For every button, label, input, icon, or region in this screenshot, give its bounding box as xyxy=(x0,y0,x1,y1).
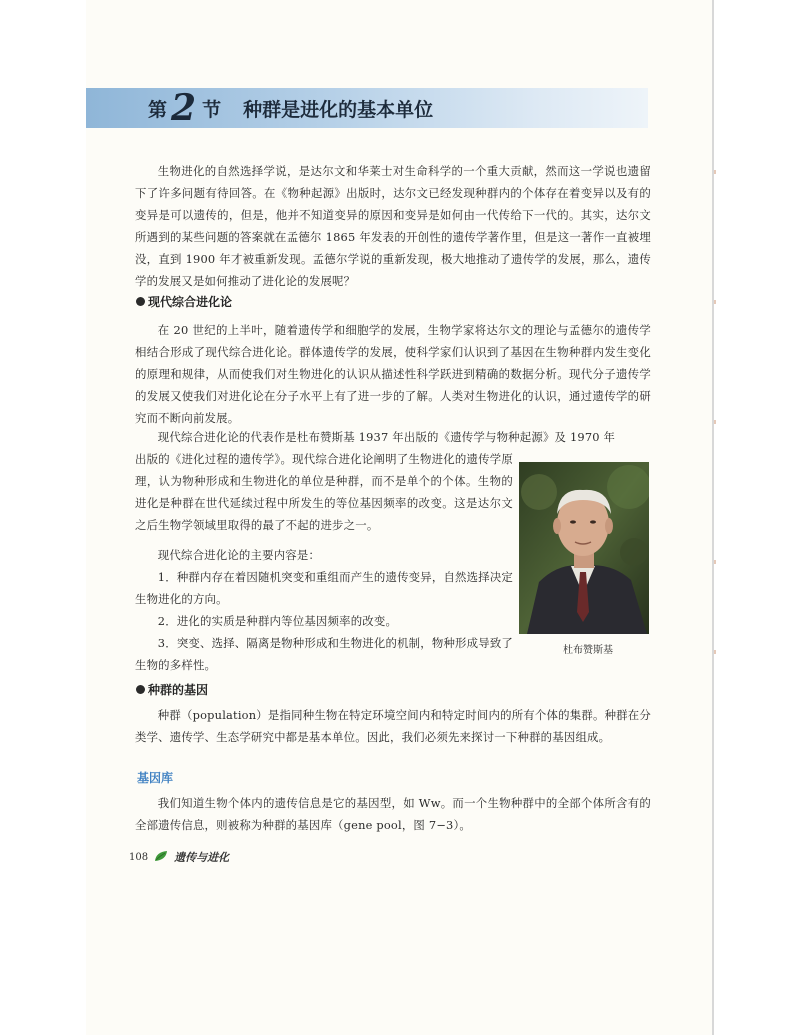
book-title: 遗传与进化 xyxy=(174,851,230,864)
edge-mark xyxy=(714,420,716,424)
section-number: 2 xyxy=(171,87,197,129)
edge-mark xyxy=(714,650,716,654)
edge-mark xyxy=(714,560,716,564)
page-edge xyxy=(712,0,714,1035)
gene-pool-paragraph: 我们知道生物个体内的遗传信息是它的基因型，如 Ww。而一个生物种群中的全部个体所含有的全部遗传信息，则被称为种群的基因库（gene pool，图 7−3）。 xyxy=(135,796,651,832)
leaf-icon xyxy=(154,850,168,865)
modern-synthesis-paragraph: 在 20 世纪的上半叶，随着遗传学和细胞学的发展，生物学家将达尔文的理论与孟德尔的遗传学相结合形成了现代综合进化论。群体遗传学的发展，使科学家们认识到了基因在生物种群内发生变化的原理和规律，从而使我们对生物进化的认识从描述性科学跃进到精确的数据分析。现代分子遗传学的发展又使我们对进化论在分子水平上有了进一步的了解。人类对生物进化的认识，通过遗传学的研究而不断向前发展。 xyxy=(135,323,651,425)
bullet-dot-icon xyxy=(136,297,145,306)
representative-works-line: 现代综合进化论的代表作是杜布赞斯基 1937 年出版的《遗传学与物种起源》及 1970 年 xyxy=(157,430,616,444)
edge-mark xyxy=(714,300,716,304)
page-footer xyxy=(129,849,229,865)
representative-works-paragraph: 出版的《进化过程的遗传学》。现代综合进化论阐明了生物进化的遗传学原理，认为物种形成和生物进化的单位是种群，而不是单个的个体。生物的进化是种群在世代延续过程中所发生的等位基因频率的改变。这是达尔文之后生物学领域里取得的最了不起的进步之一。 xyxy=(135,452,513,532)
list-item-3: 3．突变、选择、隔离是物种形成和生物进化的机制，物种形成导致了生物的多样性。 xyxy=(135,636,513,672)
section-header xyxy=(148,87,434,129)
intro-paragraph: 生物进化的自然选择学说，是达尔文和华莱士对生命科学的一个重大贡献，然而这一学说也遗留下了许多问题有待回答。在《物种起源》出版时，达尔文已经发现种群内的个体存在着变异以及有的变异是可以遗传的，但是，他并不知道变异的原因和变异是如何由一代传给下一代的。其实，达尔文所遇到的某些问题的答案就在孟德尔 1865 年发表的开创性的遗传学著作里，但是这一著作一直被埋没，直到 1900 年才被重新发现。孟德尔学说的重新发现，极大地推动了遗传学的发展，那么，遗传学的发展又是如何推动了进化论的发展呢？ xyxy=(135,164,651,288)
heading-label: 现代综合进化论 xyxy=(148,295,233,309)
heading-population-genes xyxy=(136,681,208,698)
section-suffix: 节 xyxy=(202,98,222,121)
list-item-2: 2．进化的实质是种群内等位基因频率的改变。 xyxy=(157,614,398,628)
edge-mark xyxy=(714,170,716,174)
page-number: 108 xyxy=(129,851,149,863)
section-title: 种群是进化的基本单位 xyxy=(243,98,434,121)
list-item-1: 1．种群内存在着因随机突变和重组而产生的遗传变异，自然选择决定生物进化的方向。 xyxy=(135,570,513,606)
heading-label: 种群的基因 xyxy=(148,683,209,697)
bullet-dot-icon xyxy=(136,685,145,694)
photo-caption: 杜布赞斯基 xyxy=(563,645,613,656)
list-intro: 现代综合进化论的主要内容是： xyxy=(157,548,321,562)
dobzhansky-portrait xyxy=(519,462,649,634)
subheading-gene-pool: 基因库 xyxy=(137,771,174,785)
population-paragraph: 种群（population）是指同种生物在特定环境空间内和特定时间内的所有个体的集群。种群在分类学、遗传学、生态学研究中都是基本单位。因此，我们必须先来探讨一下种群的基因组成。 xyxy=(135,708,651,744)
heading-modern-synthesis xyxy=(136,293,232,310)
section-prefix: 第 xyxy=(148,98,168,121)
portrait-illustration xyxy=(519,462,649,634)
